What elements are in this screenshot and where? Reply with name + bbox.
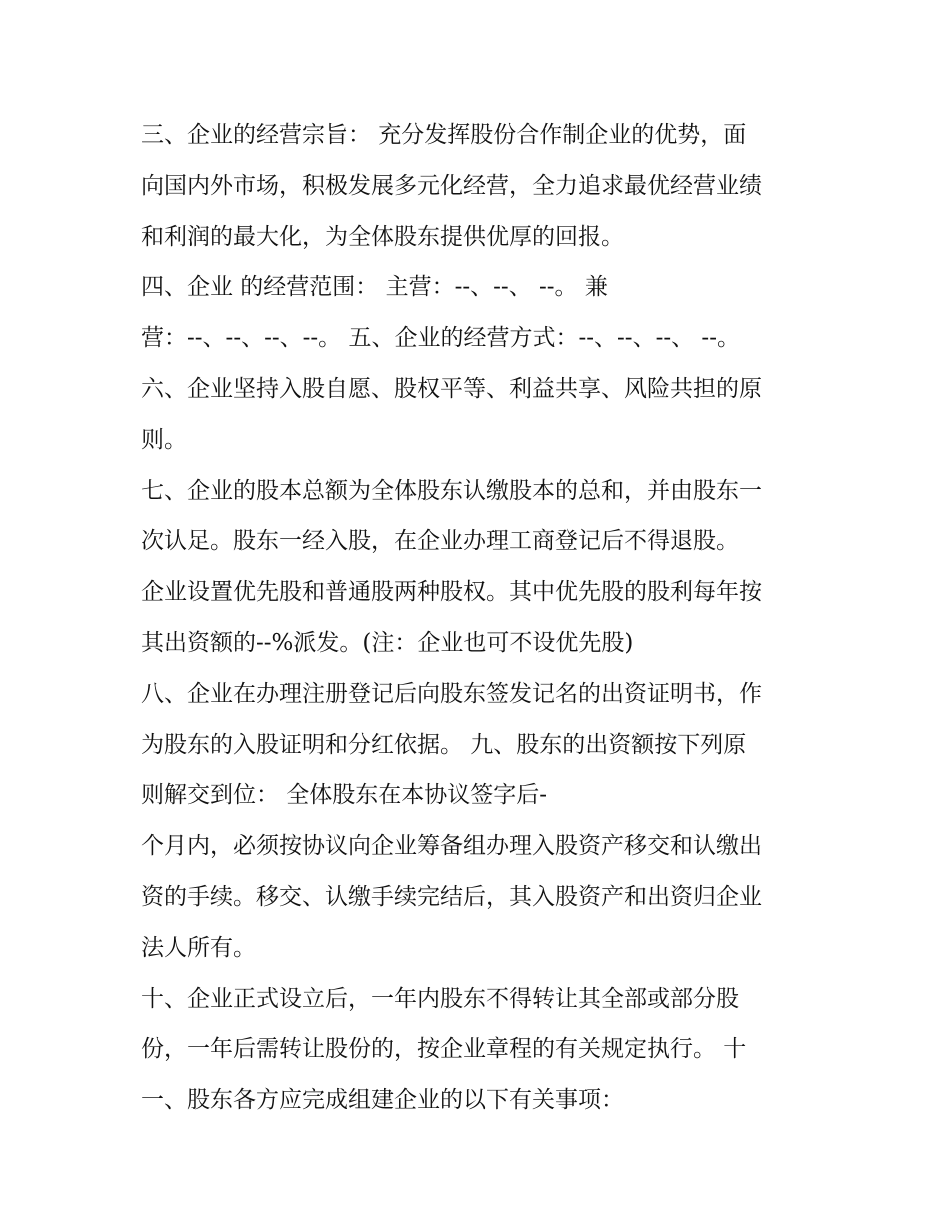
text-line: 和利润的最大化，为全体股东提供优厚的回报。	[141, 223, 624, 250]
text-line: 营：--、--、--、--。 五、企业的经营方式：--、--、--、 --。	[141, 325, 740, 352]
text-line: 次认足。股东一经入股，在企业办理工商登记后不得退股。	[141, 528, 739, 555]
text-line: 则。	[141, 426, 187, 453]
text-line: 资的手续。移交、认缴手续完结后，其入股资产和出资归企业	[141, 883, 762, 910]
text-line: 为股东的入股证明和分红依据。 九、股东的出资额按下列原	[141, 731, 747, 758]
text-line: 向国内外市场，积极发展多元化经营，全力追求最优经营业绩	[141, 172, 762, 199]
text-line: 法人所有。	[141, 934, 256, 961]
text-line: 七、企业的股本总额为全体股东认缴股本的总和，并由股东一	[141, 477, 762, 504]
text-line: 企业设置优先股和普通股两种股权。其中优先股的股利每年按	[141, 579, 762, 606]
text-line: 则解交到位： 全体股东在本协议签字后-	[141, 782, 548, 809]
text-line: 其出资额的--%派发。(注：企业也可不设优先股)	[141, 629, 634, 656]
text-line: 份，一年后需转让股份的，按企业章程的有关规定执行。 十	[141, 1036, 747, 1063]
text-line: 六、企业坚持入股自愿、股权平等、利益共享、风险共担的原	[141, 375, 762, 402]
text-line: 三、企业的经营宗旨： 充分发挥股份合作制企业的优势，面	[141, 122, 747, 148]
text-line: 一、股东各方应完成组建企业的以下有关事项：	[141, 1087, 624, 1114]
text-line: 八、企业在办理注册登记后向股东签发记名的出资证明书，作	[141, 680, 762, 707]
text-line: 个月内，必须按协议向企业筹备组办理入股资产移交和认缴出	[141, 833, 762, 860]
document-body	[141, 110, 821, 1126]
text-line: 四、企业 的经营范围： 主营：--、--、 --。 兼	[141, 274, 608, 301]
text-line: 十、企业正式设立后，一年内股东不得转让其全部或部分股	[141, 985, 739, 1012]
